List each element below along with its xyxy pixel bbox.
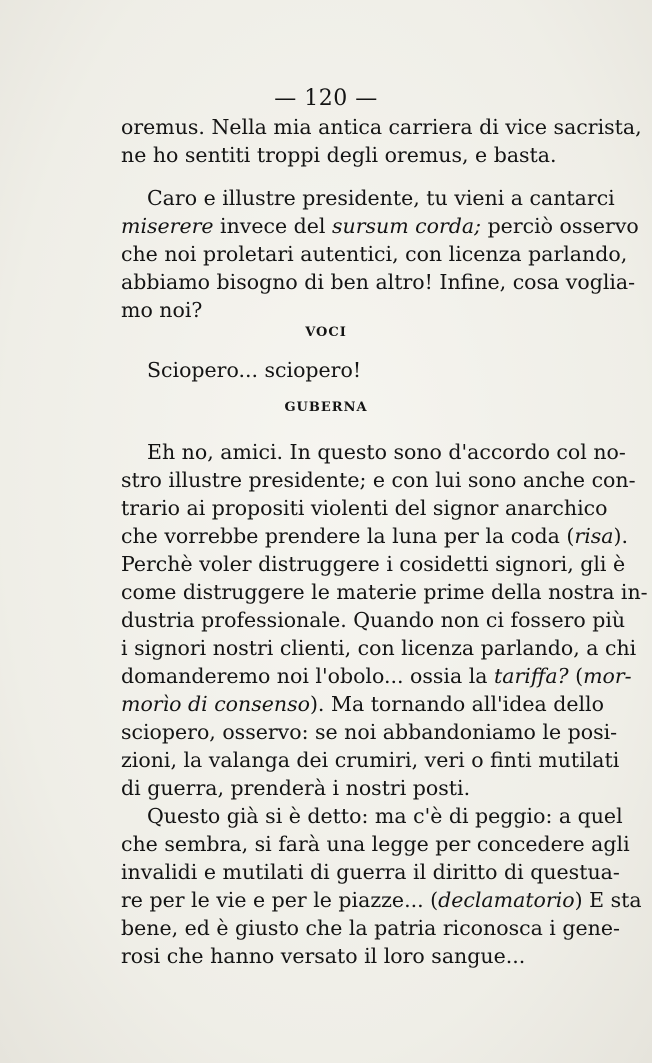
text-line: sciopero, osservo: se noi abbandoniamo le posi- xyxy=(121,720,618,744)
text-line: di guerra, prenderà i nostri posti. xyxy=(121,776,471,800)
speech-line: Sciopero... sciopero! xyxy=(147,358,362,382)
italic-text: miserere xyxy=(121,214,214,238)
text-line: che sembra, si farà una legge per concedere agli xyxy=(121,832,630,856)
text-line: Caro e illustre presidente, tu vieni a cantarci xyxy=(147,186,615,210)
text-line: domanderemo noi l'obolo... ossia la tariffa? (mor- xyxy=(121,664,632,688)
text-line: stro illustre presidente; e con lui sono anche con- xyxy=(121,468,636,492)
speaker-heading: VOCI xyxy=(305,325,347,340)
italic-text: sursum corda; xyxy=(331,214,482,238)
text-line: abbiamo bisogno di ben altro! Infine, cosa voglia- xyxy=(121,270,636,294)
text-line: invalidi e mutilati di guerra il diritto di questua- xyxy=(121,860,620,884)
text-line: come distruggere le materie prime della nostra in- xyxy=(121,580,648,604)
page-number: — 120 — xyxy=(274,86,378,111)
text-line: trario ai propositi violenti del signor anarchico xyxy=(121,496,608,520)
italic-text: declamatorio xyxy=(438,888,575,912)
text-line: Eh no, amici. In questo sono d'accordo col no- xyxy=(147,440,626,464)
text-line: Questo già si è detto: ma c'è di peggio: a quel xyxy=(147,804,623,828)
text-line: morìo di consenso). Ma tornando all'idea dello xyxy=(121,692,604,716)
text-line: ne ho sentiti troppi degli oremus, e basta. xyxy=(121,143,557,167)
text-line: dustria professionale. Quando non ci fossero più xyxy=(121,608,626,632)
speaker-heading: GUBERNA xyxy=(284,400,368,415)
italic-text: mor- xyxy=(583,664,632,688)
text-line: re per le vie e per le piazze... (declamatorio) E sta xyxy=(121,888,642,912)
italic-text: tariffa? xyxy=(494,664,569,688)
text-line: oremus. Nella mia antica carriera di vice sacrista, xyxy=(121,115,642,139)
text-line: che vorrebbe prendere la luna per la coda (risa). xyxy=(121,524,629,548)
italic-text: risa xyxy=(574,524,614,548)
text-line: i signori nostri clienti, con licenza parlando, a chi xyxy=(121,636,637,660)
text-line: che noi proletari autentici, con licenza parlando, xyxy=(121,242,628,266)
text-line: mo noi? xyxy=(121,298,203,322)
text-line: miserere invece del sursum corda; perciò osservo xyxy=(121,214,639,238)
text-line: rosi che hanno versato il loro sangue... xyxy=(121,944,526,968)
text-line: bene, ed è giusto che la patria riconosca i gene- xyxy=(121,916,620,940)
text-line: Perchè voler distruggere i cosidetti signori, gli è xyxy=(121,552,626,576)
text-line: zioni, la valanga dei crumiri, veri o finti mutilati xyxy=(121,748,620,772)
italic-text: morìo di consenso xyxy=(121,692,310,716)
